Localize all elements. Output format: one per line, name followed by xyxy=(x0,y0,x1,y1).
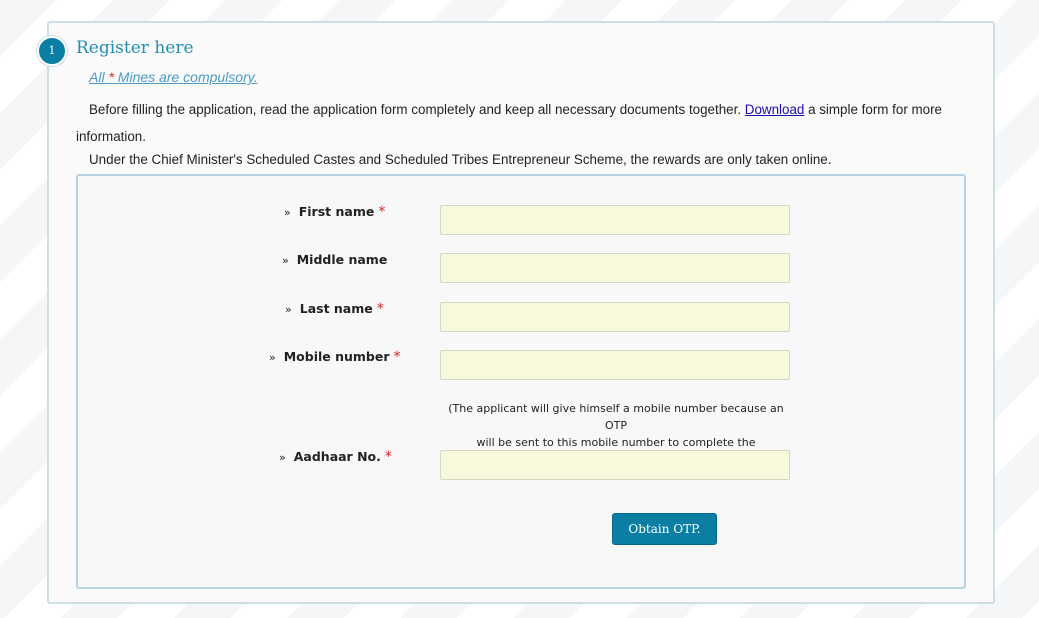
required-star: * xyxy=(384,449,392,465)
middle-name-label-text: Middle name xyxy=(296,252,388,267)
aadhaar-label-text: Aadhaar No. xyxy=(293,449,381,464)
mobile-hint-line-2: will be sent to this mobile number to complete the xyxy=(476,436,756,449)
required-star: * xyxy=(376,301,384,317)
intro-text-after: a simple form for more information. xyxy=(76,102,943,144)
last-name-label-text: Last name xyxy=(299,301,373,316)
last-name-input[interactable] xyxy=(440,302,790,332)
chevron-right-icon: » xyxy=(279,451,286,464)
mobile-number-label-text: Mobile number xyxy=(283,349,390,364)
step-number-badge: 1 xyxy=(37,36,67,66)
chevron-right-icon: » xyxy=(285,303,292,316)
scheme-paragraph: Under the Chief Minister's Scheduled Castes and Scheduled Tribes Entrepreneur Scheme, the rewards are only taken online. xyxy=(89,152,832,167)
aadhaar-label xyxy=(279,449,392,465)
mobile-number-input[interactable] xyxy=(440,350,790,380)
download-link[interactable]: Download xyxy=(744,102,805,117)
chevron-right-icon: » xyxy=(284,206,291,219)
mobile-hint-line-1: (The applicant will give himself a mobile number because an OTP xyxy=(448,402,784,432)
compulsory-note xyxy=(89,69,258,85)
last-name-label xyxy=(285,301,384,317)
chevron-right-icon: » xyxy=(269,351,276,364)
aadhaar-input[interactable] xyxy=(440,450,790,480)
compulsory-note-suffix: Mines are compulsory. xyxy=(113,69,258,85)
required-star: * xyxy=(393,349,401,365)
first-name-input[interactable] xyxy=(440,205,790,235)
first-name-label xyxy=(284,204,385,220)
page-title: Register here xyxy=(76,38,194,58)
intro-text-before: Before filling the application, read the application form completely and keep all necessary documents together. xyxy=(89,102,745,117)
required-star: * xyxy=(378,204,386,220)
obtain-otp-button[interactable]: Obtain OTP. xyxy=(612,513,717,545)
registration-form-box xyxy=(76,174,966,589)
mobile-number-label xyxy=(269,349,401,365)
middle-name-label xyxy=(282,252,387,267)
required-star: * xyxy=(108,69,114,85)
compulsory-note-prefix: All xyxy=(89,69,109,85)
intro-paragraph xyxy=(76,96,966,150)
middle-name-input[interactable] xyxy=(440,253,790,283)
chevron-right-icon: » xyxy=(282,254,289,267)
first-name-label-text: First name xyxy=(298,204,375,219)
